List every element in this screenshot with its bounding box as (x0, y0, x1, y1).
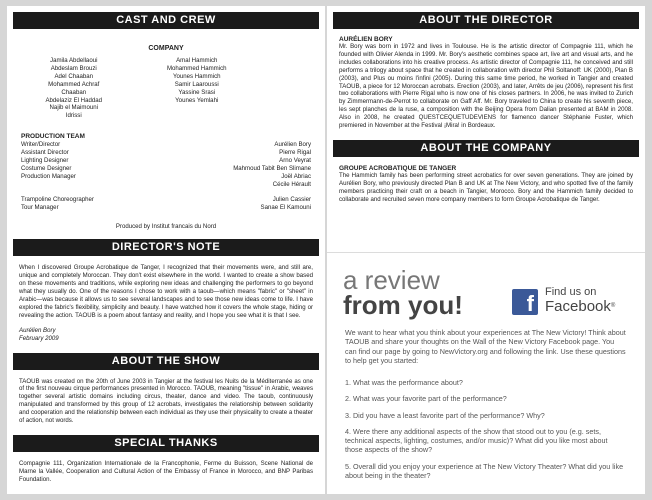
crew-name: Cécile Hérault (272, 180, 311, 188)
note-signature: Aurélien Bory (19, 326, 56, 334)
registered-mark: ® (610, 303, 616, 309)
role: Assistant Director (21, 149, 69, 157)
produced-by: Produced by Institut francais du Nord (115, 222, 217, 230)
facebook-logo-letter: f (526, 291, 534, 316)
company-member: Amal Hammich (176, 57, 218, 64)
review-headline (343, 265, 463, 320)
company-member: Mohammed Hammich (166, 64, 227, 72)
crew-name: Joël Abriac (281, 172, 311, 180)
company-member: Younes Hammich (172, 72, 221, 80)
facebook-name: Facebook (545, 298, 611, 315)
special-thanks-header: SPECIAL THANKS (13, 435, 319, 452)
left-page (7, 6, 325, 494)
divider (327, 252, 645, 253)
crew-name: Pierre Rigal (279, 149, 311, 157)
company-member: Jamila Abdellaoui (50, 57, 98, 64)
find-us-on: Find us on (545, 286, 597, 298)
production-list (7, 141, 325, 211)
review-intro: We want to hear what you think about your experiences at The New Victory! Think about TAOUB and share your thoughts on the Wall of the New Victory Facebook page. You can find our page by going to NewVictory.org and following the link. Use these questions to help get you started: (345, 328, 626, 365)
company-member: Najib el Maimouni Idrissi (49, 104, 98, 120)
special-thanks-text: Compagnie 111, Organization Internationale de la Francophonie, Ferme du Buisson, Scene National de Marne la Vallée, Cooperation and Cultural Action of the Embassy of France in Morocco, and BNP Paribas Foundation. (19, 460, 313, 483)
question-item: 1. What was the performance about? (345, 378, 463, 387)
company-heading: COMPANY (148, 45, 184, 52)
crew-name: Julien Cassier (272, 195, 311, 203)
role: Writer/Director (21, 141, 61, 149)
production-row (7, 149, 325, 157)
production-heading: PRODUCTION TEAM (21, 133, 85, 141)
crew-name: Aurélien Bory (274, 141, 311, 149)
production-row (7, 196, 325, 204)
question-list (327, 378, 645, 480)
directors-note-header: DIRECTOR'S NOTE (13, 239, 319, 256)
crew-name: Arno Veyrat (279, 157, 311, 165)
company-member: Abdelaziz El Haddad (45, 96, 103, 104)
production-row (7, 157, 325, 165)
directors-note-text: When I discovered Groupe Acrobatique de Tanger, I recognized that their movements were, and still are, unique and completely Moroccan. They don't exist elsewhere in the world. I wanted to create a show based on these movements and traditions, while exploring new ideas and challenging the performers to go beyond what they usually do. One of the reasons I chose to work with a taoub—which means "fabric" or "sheet" in Arabic—was because it allows us to see several landscapes and to see those new ideas come to life. I have explored the fabric's flexibility, simplicity and beauty. I have watched how it covers the whole stage, hiding or revealing the action. TAOUB is a poem about fantasy and reality, and I hope you see what it is that I see. (19, 264, 313, 319)
production-row (7, 181, 325, 189)
role: Tour Manager (21, 203, 59, 211)
company-list (7, 57, 325, 120)
company-member: Samir Laaroussi (174, 80, 219, 88)
review-line-1: a review (343, 265, 440, 295)
about-company-header: ABOUT THE COMPANY (333, 140, 639, 157)
note-date: February 2009 (19, 334, 59, 342)
company-member: Abdeslam Brouzi (50, 64, 97, 72)
about-show-text: TAOUB was created on the 20th of June 2003 in Tangier at the festival les Nuits de la Méditerranée as one of the first nouveau cirque performances presented in Morocco. TAOUB, meaning "tissue" in Arabic, weaves together several artistic domains including circus, theater, dance and video. The taoub, continuously manipulated and transformed by this group of 12 acrobats, investigates the relationship between solidarity and cooperation and the relationship between each individual as they use their physicality to create a theater of action, not words. (19, 377, 313, 425)
production-row (7, 173, 325, 181)
question-item: 4. Were there any additional aspects of the show that stood out to you (e.g. sets, technical aspects, lighting, costumes, and/or music)? What did you like most about those aspects of the show? (345, 426, 608, 455)
company-member: Mohammed Achraf Chaaban (48, 80, 100, 96)
company-list-left (43, 57, 166, 120)
company-name: GROUPE ACROBATIQUE DE TANGER (339, 164, 457, 172)
question-item: 3. Did you have a least favorite part of the performance? Why? (345, 410, 545, 420)
right-page (327, 6, 645, 494)
about-show-header: ABOUT THE SHOW (13, 353, 319, 370)
about-director-header: ABOUT THE DIRECTOR (333, 12, 639, 29)
company-list-right (166, 57, 289, 120)
production-row (7, 141, 325, 149)
facebook-link[interactable] (545, 286, 615, 315)
cast-crew-header: CAST AND CREW (13, 12, 319, 29)
company-bio: The Hammich family has been performing street acrobatics for over seven generations. They are joined by Aurélien Bory, who previously directed Plan B and UK at The New Victory, and who spotted five of the family members practicing their craft on a beach in Tangier, Morocco. Bory and the Hammich family decided to collaborate and recruited seven more company members to form Groupe Acrobatique de Tanger. (339, 171, 633, 203)
company-member: Adel Chaaban (54, 72, 94, 80)
facebook-icon[interactable] (512, 289, 538, 315)
director-name: AURÉLIEN BORY (339, 36, 393, 43)
facebook-wordmark (545, 298, 615, 315)
production-row (7, 204, 325, 212)
role: Costume Designer (21, 164, 72, 172)
crew-name: Mahmoud Tabit Ben Slimane (233, 164, 311, 172)
company-member: Younes Yemlahi (175, 96, 219, 104)
question-item: 5. Overall did you enjoy your experience at The New Victory Theater? What did you like about being in the theater? (345, 461, 624, 481)
director-bio: Mr. Bory was born in 1972 and lives in Toulouse. He is the artistic director of Compagnie 111, which he founded with Olivier Alenda in 1999. Mr. Bory's aesthetic combines space art, live art and visual arts, and he includes collaborations into his creative process. As artistic director of Compagnie 111, he conceived and still performs a trilogy about space that he created in collaboration with director Phil Soltanoff: UK (2000), Plan B (2003), and Plus ou moins l'infini (2005). During this same time period, he worked in Tangier and created TAOUB, a piece for 12 Moroccan acrobats. Erection (2003), and later, Arrêts de jeu (2006), represent his first two collaborations with Pierre Rigal who is now one of his closes partners. In 2006, he was invited to Zurich by Zimmermann-de-Perrot to collaborate on Gaff Aff. Mr. Bory traveled to China to create his seventh piece, les sept planches de la ruse, a composition with the Beijing Opera from Dalian presented at BAM in 2008. Also in 2008, he created QUESTCEQUETUDEVIENS for flamenco dancer Stéphanie Fuster, which premiered in November at the Festival ¡Mira! in Bordeaux. (339, 43, 633, 130)
review-line-2: from you! (343, 290, 463, 320)
question-item: 2. What was your favorite part of the performance? (345, 394, 507, 404)
role: Trampoline Choreographer (21, 195, 94, 203)
role: Lighting Designer (21, 157, 69, 165)
crew-name: Sanae El Kamouni (260, 203, 311, 211)
company-member: Yassine Srasi (178, 88, 216, 96)
production-row (7, 165, 325, 173)
role: Production Manager (21, 172, 76, 180)
